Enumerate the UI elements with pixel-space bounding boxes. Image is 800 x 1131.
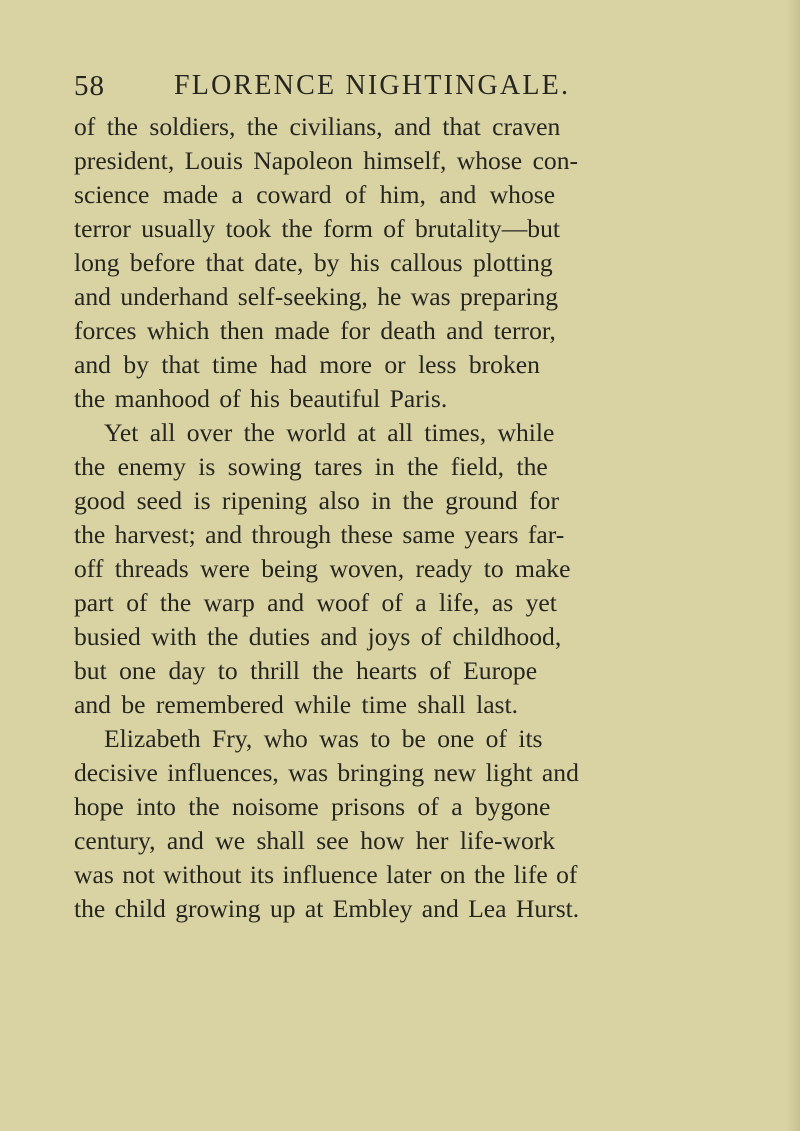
text-line: forces which then made for death and terror,	[74, 316, 556, 345]
text-line: busied with the duties and joys of childhood,	[74, 622, 562, 651]
text-line: terror usually took the form of brutality—but	[74, 214, 561, 243]
text-line: but one day to thrill the hearts of Europe	[74, 656, 538, 685]
text-line: the enemy is sowing tares in the field, the	[74, 452, 548, 481]
text-line: Yet all over the world at all times, while	[104, 418, 555, 447]
text-line: decisive influences, was bringing new light and	[74, 758, 579, 787]
text-line: part of the warp and woof of a life, as yet	[74, 588, 557, 617]
text-line: was not without its influence later on the life of	[74, 860, 578, 889]
text-line: the harvest; and through these same years far-	[74, 520, 565, 549]
text-line: and by that time had more or less broken	[74, 350, 540, 379]
page-header	[74, 70, 634, 114]
text-line: and be remembered while time shall last.	[74, 690, 519, 719]
text-line: good seed is ripening also in the ground for	[74, 486, 559, 515]
text-line: of the soldiers, the civilians, and that craven	[74, 112, 561, 141]
text-line: the manhood of his beautiful Paris.	[74, 384, 448, 413]
text-line: science made a coward of him, and whose	[74, 180, 556, 209]
text-line: president, Louis Napoleon himself, whose con-	[74, 146, 579, 175]
text-line: long before that date, by his callous plotting	[74, 248, 553, 277]
running-head: FLORENCE NIGHTINGALE.	[174, 70, 571, 101]
text-line: the child growing up at Embley and Lea Hurst.	[74, 894, 580, 923]
text-line: century, and we shall see how her life-work	[74, 826, 556, 855]
page-number: 58	[74, 70, 105, 102]
text-line: hope into the noisome prisons of a bygone	[74, 792, 551, 821]
text-line: Elizabeth Fry, who was to be one of its	[104, 724, 543, 753]
text-line: and underhand self-seeking, he was preparing	[74, 282, 559, 311]
page-edge-shadow	[786, 0, 800, 1131]
text-line: off threads were being woven, ready to make	[74, 554, 571, 583]
